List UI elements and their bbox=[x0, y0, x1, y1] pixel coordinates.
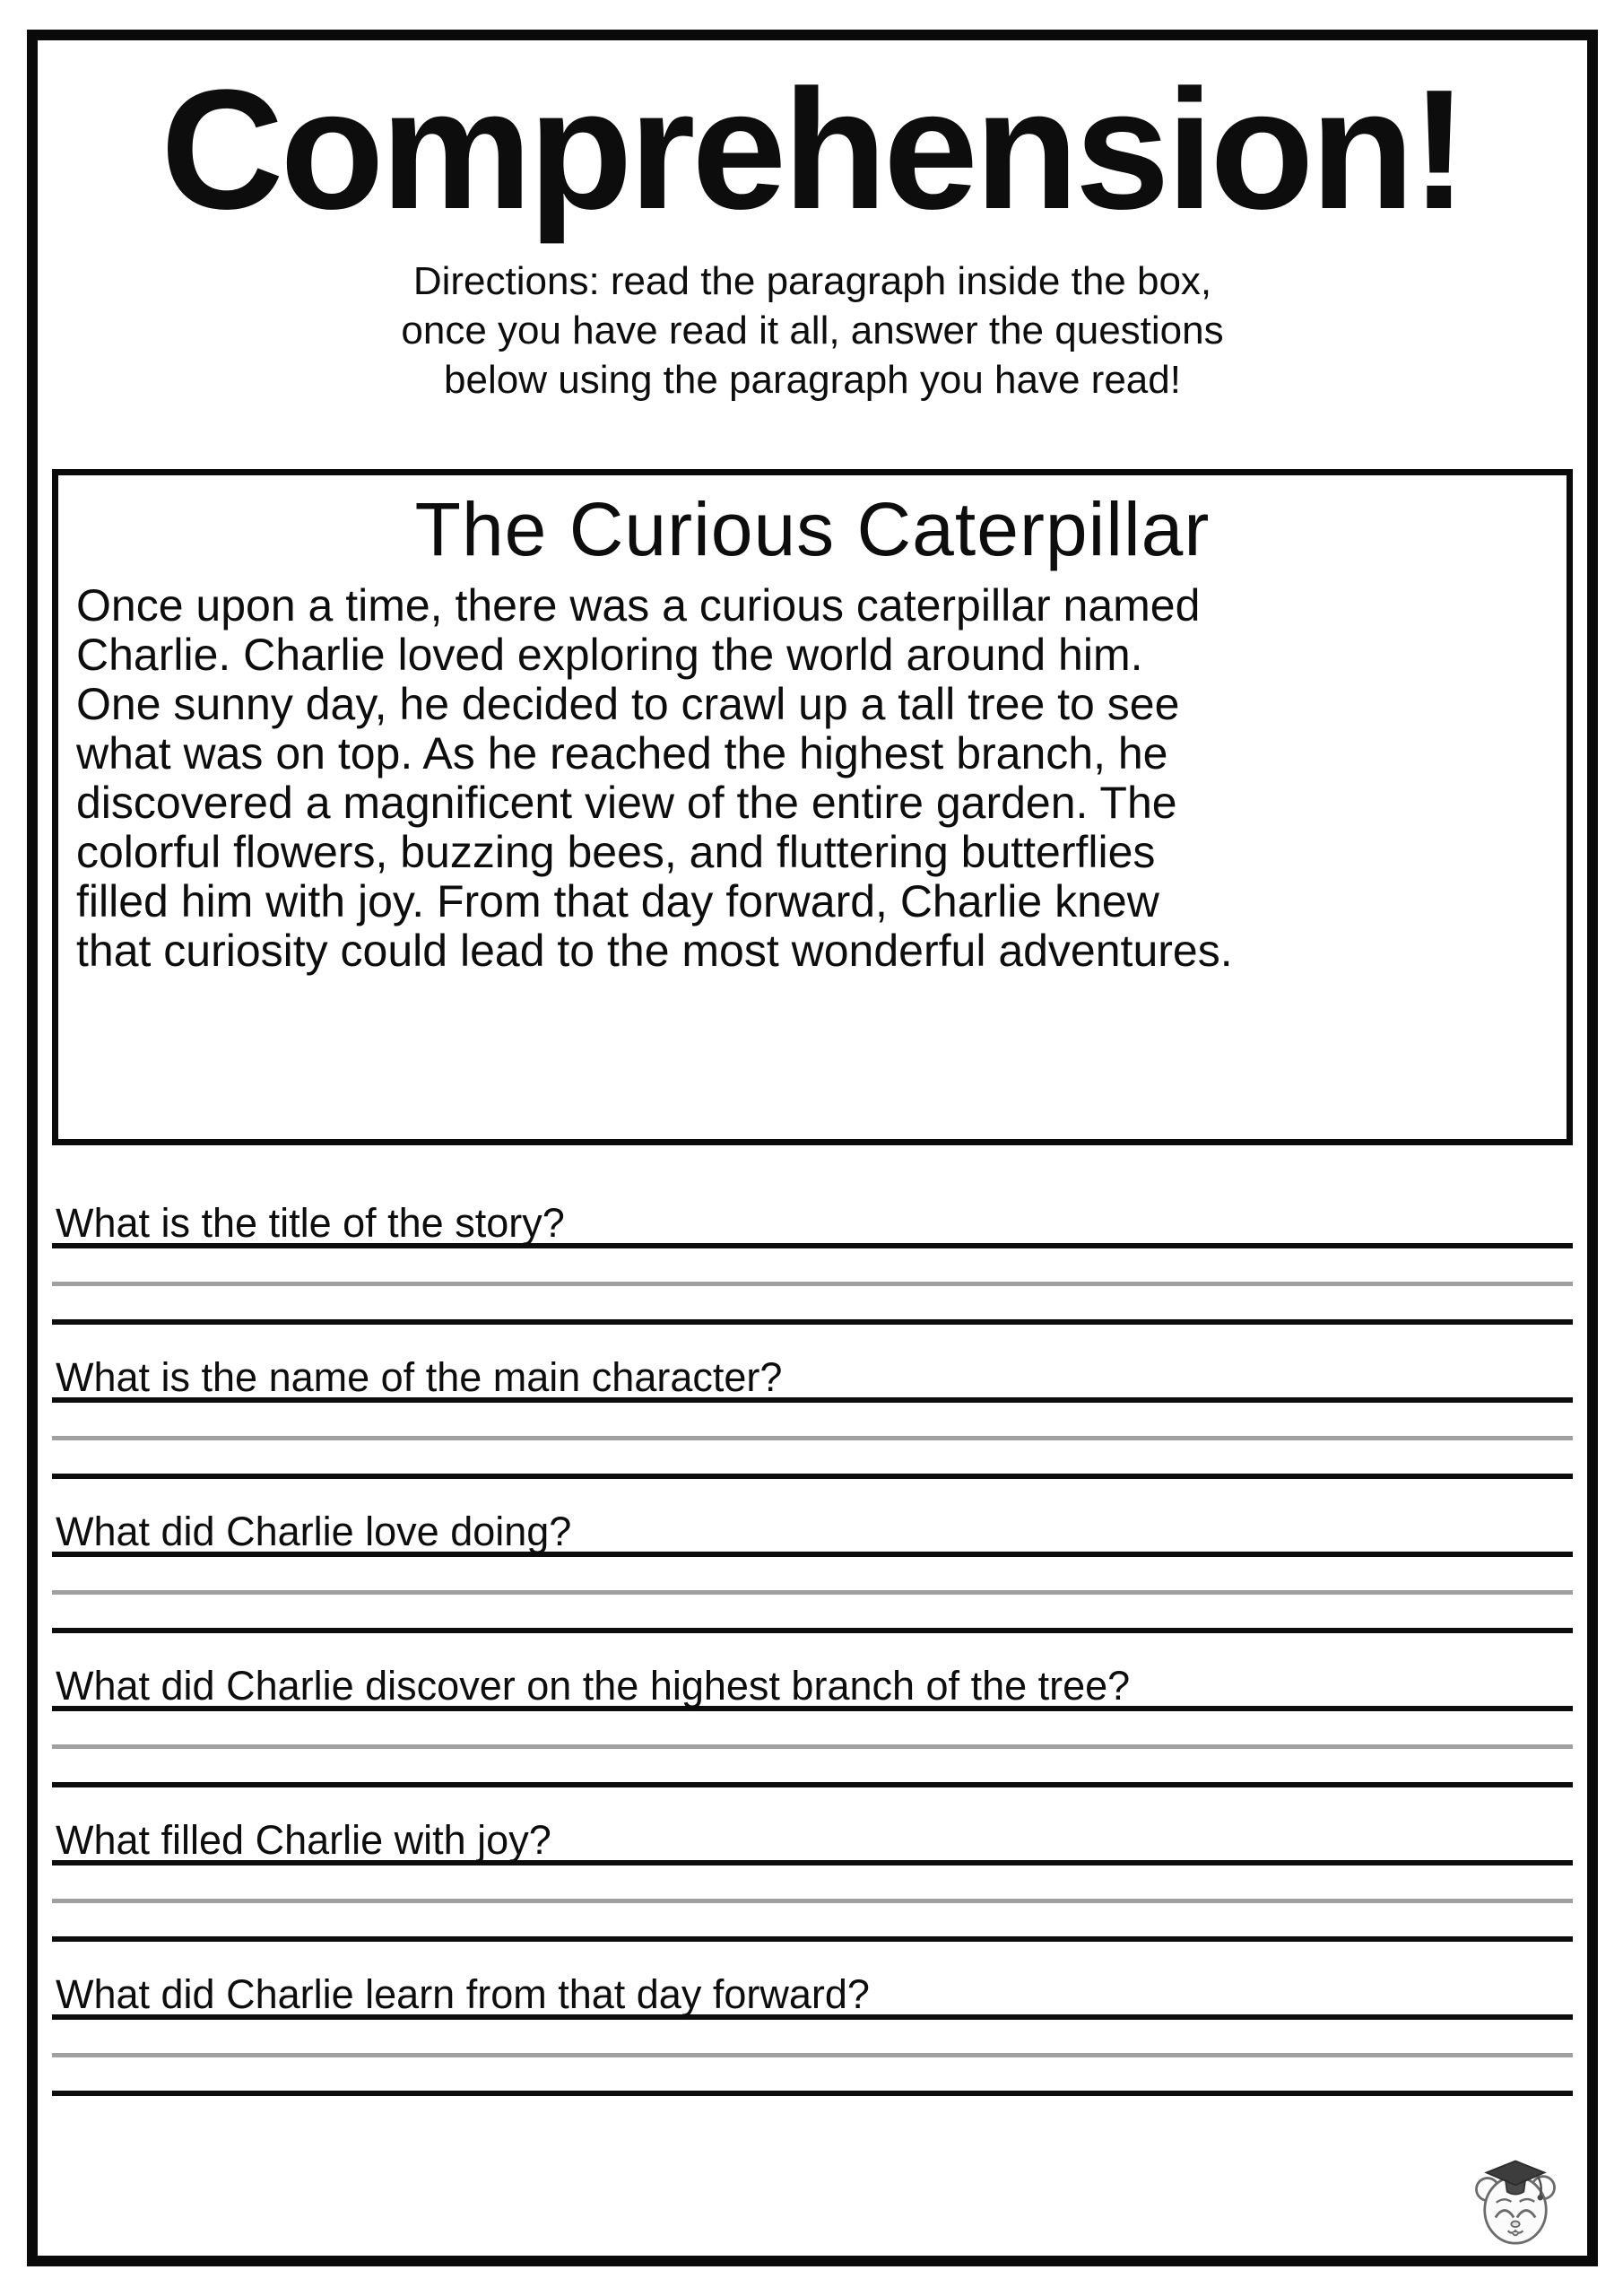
page-title: Comprehension! bbox=[161, 55, 1464, 245]
question-text-line bbox=[52, 1809, 1573, 1866]
directions-line: below using the paragraph you have read! bbox=[444, 357, 1181, 402]
answer-line-gray bbox=[52, 1590, 1573, 1595]
answer-line-black bbox=[52, 1782, 1573, 1787]
question-label: What did Charlie discover on the highest branch of the tree? bbox=[56, 1662, 1131, 1709]
page-border-frame bbox=[27, 30, 1598, 2266]
answer-line-gray bbox=[52, 1899, 1573, 1903]
question-label: What did Charlie love doing? bbox=[56, 1508, 572, 1554]
question-block bbox=[52, 1500, 1573, 1633]
story-line: what was on top. As he reached the highest branch, he bbox=[76, 727, 1168, 778]
question-block bbox=[52, 1655, 1573, 1787]
question-label: What filled Charlie with joy? bbox=[56, 1816, 551, 1863]
answer-line-gray bbox=[52, 1282, 1573, 1286]
question-label: What is the title of the story? bbox=[56, 1199, 565, 1246]
story-line: colorful flowers, buzzing bees, and fluttering butterflies bbox=[76, 826, 1156, 877]
questions-section bbox=[52, 1192, 1573, 2096]
story-line: filled him with joy. From that day forward, Charlie knew bbox=[76, 875, 1159, 926]
answer-line-black bbox=[52, 2091, 1573, 2096]
question-text-line bbox=[52, 1655, 1573, 1711]
answer-line-black bbox=[52, 1474, 1573, 1479]
answer-line-black bbox=[52, 1936, 1573, 1942]
story-line: discovered a magnificent view of the entire garden. The bbox=[76, 777, 1177, 828]
question-block bbox=[52, 1963, 1573, 2096]
answer-line-gray bbox=[52, 1436, 1573, 1440]
question-text-line bbox=[52, 1500, 1573, 1557]
question-label: What did Charlie learn from that day forward? bbox=[56, 1970, 870, 2017]
question-block bbox=[52, 1192, 1573, 1325]
question-block bbox=[52, 1346, 1573, 1479]
page-content bbox=[38, 40, 1587, 2256]
question-label: What is the name of the main character? bbox=[56, 1353, 783, 1400]
answer-line-gray bbox=[52, 1744, 1573, 1749]
story-paragraph bbox=[76, 581, 1549, 976]
story-line: Once upon a time, there was a curious caterpillar named bbox=[76, 579, 1201, 631]
question-block bbox=[52, 1809, 1573, 1942]
story-line: One sunny day, he decided to crawl up a tall tree to see bbox=[76, 678, 1180, 729]
question-text-line bbox=[52, 1346, 1573, 1403]
answer-line-gray bbox=[52, 2053, 1573, 2057]
graduate-mascot-icon bbox=[1473, 2155, 1558, 2245]
answer-line-black bbox=[52, 1628, 1573, 1633]
question-text-line bbox=[52, 1963, 1573, 2020]
story-line: that curiosity could lead to the most wonderful adventures. bbox=[76, 925, 1233, 976]
story-box bbox=[52, 469, 1573, 1145]
directions-line: Directions: read the paragraph inside the box, bbox=[412, 258, 1212, 303]
directions-line: once you have read it all, answer the questions bbox=[401, 308, 1224, 352]
story-title: The Curious Caterpillar bbox=[414, 486, 1211, 571]
directions-text bbox=[52, 257, 1573, 404]
story-line: Charlie. Charlie loved exploring the world around him. bbox=[76, 629, 1143, 680]
answer-line-black bbox=[52, 1319, 1573, 1325]
question-text-line bbox=[52, 1192, 1573, 1248]
